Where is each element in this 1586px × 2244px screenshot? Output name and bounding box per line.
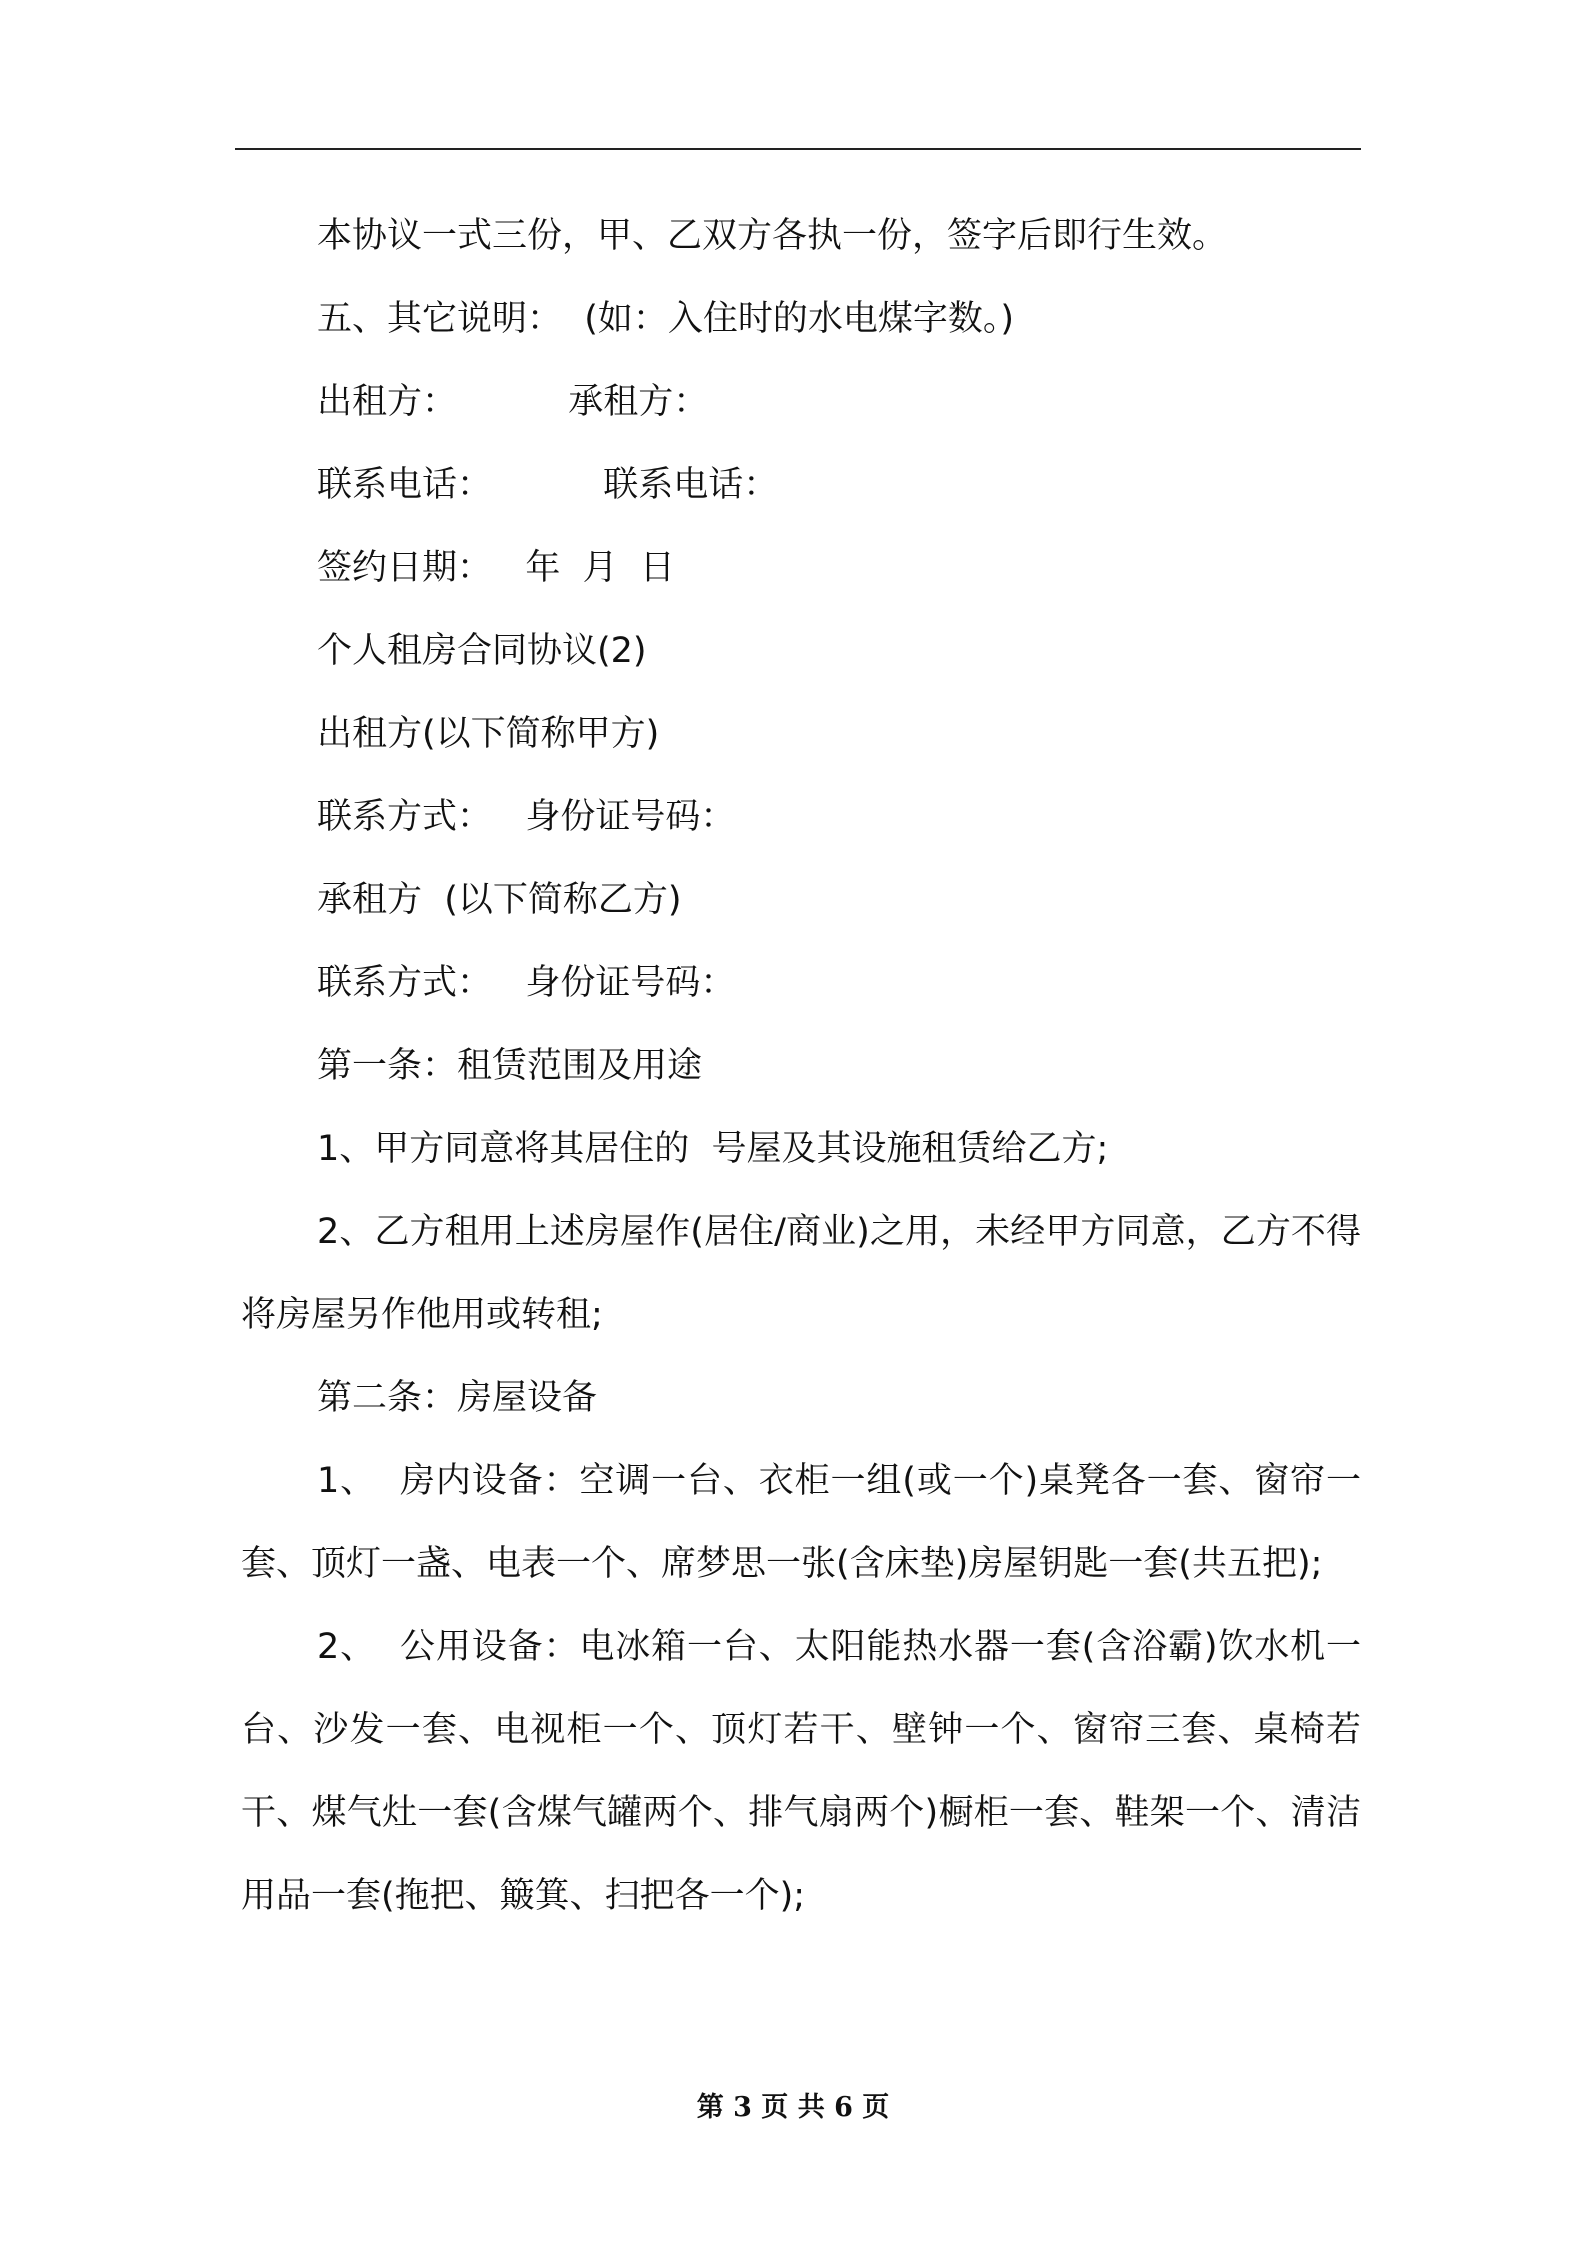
paragraph-contact-phones: 联系电话： 联系电话： (317, 465, 779, 505)
paragraph-signatories: 出租方： 承租方： (317, 382, 709, 422)
page-number: 第 3 页 共 6 页 (696, 2092, 890, 2123)
paragraph-article-1-heading: 第一条：租赁范围及用途 (317, 1046, 703, 1086)
paragraph-copies-clause: 本协议一式三份，甲、乙双方各执一份，签字后即行生效。 (317, 216, 1228, 256)
paragraph-article-2-item-1: 1、 房内设备：空调一台、衣柜一组(或一个)桌凳各一套、窗帘一套、顶灯一盏、电表一个、席梦思一张(含床垫)房屋钥匙一套(共五把); (241, 1461, 1361, 1584)
paragraph-signing-date: 签约日期： 年 月 日 (317, 548, 675, 588)
paragraph-article-1-item-2: 2、乙方租用上述房屋作(居住/商业)之用，未经甲方同意，乙方不得将房屋另作他用或转租; (241, 1212, 1361, 1335)
paragraph-article-1-item-1: 1、甲方同意将其居住的 号屋及其设施租赁给乙方; (317, 1129, 1109, 1169)
paragraph-party-b-contact: 联系方式： 身份证号码： (317, 963, 736, 1003)
paragraph-article-2-item-2: 2、 公用设备：电冰箱一台、太阳能热水器一套(含浴霸)饮水机一台、沙发一套、电视柜一个、顶灯若干、壁钟一个、窗帘三套、桌椅若干、煤气灶一套(含煤气罐两个、排气扇两个)橱柜一套、鞋架一个、清洁用品一套(拖把、簸箕、扫把各一个); (241, 1627, 1361, 1916)
paragraph-article-2-heading: 第二条：房屋设备 (317, 1378, 598, 1418)
header-rule (235, 148, 1361, 150)
paragraph-party-b: 承租方 (以下简称乙方) (317, 880, 682, 920)
paragraph-contract-title: 个人租房合同协议(2) (317, 631, 647, 671)
paragraph-party-a-contact: 联系方式： 身份证号码： (317, 797, 736, 837)
document-body (241, 195, 1361, 1938)
paragraph-party-a: 出租方(以下简称甲方) (317, 714, 660, 754)
paragraph-other-notes: 五、其它说明： (如：入住时的水电煤字数。) (317, 299, 1015, 339)
